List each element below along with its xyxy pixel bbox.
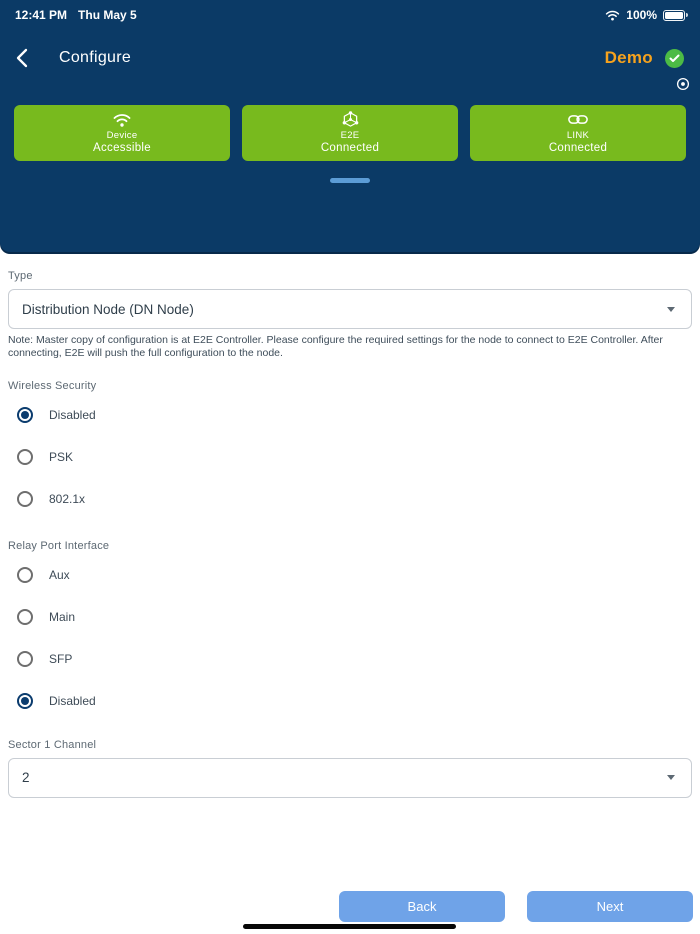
nav-bar (0, 45, 700, 71)
radio-icon[interactable] (17, 651, 33, 667)
configure-form (0, 270, 700, 798)
radio-option-label: Aux (49, 567, 70, 582)
status-card-link[interactable] (470, 105, 686, 161)
card-line1: Device (106, 130, 138, 141)
radio-icon[interactable] (17, 609, 33, 625)
radio-option-sfp[interactable] (8, 638, 692, 680)
type-label: Type (8, 270, 33, 282)
next-button[interactable]: Next (527, 891, 693, 922)
radio-option-label: 802.1x (49, 491, 86, 506)
status-card-e2e[interactable] (242, 105, 458, 161)
radio-option-main[interactable] (8, 596, 692, 638)
radio-option-label: Disabled (49, 693, 96, 708)
radio-option-disabled[interactable] (8, 680, 692, 722)
radio-option-disabled[interactable] (8, 394, 692, 436)
target-dot-icon[interactable] (676, 77, 690, 92)
battery-icon (663, 10, 685, 21)
sector-channel-label: Sector 1 Channel (8, 738, 97, 751)
status-time: 12:41 PM (15, 8, 68, 22)
page-title: Configure (59, 49, 132, 66)
card-line1: E2E (340, 130, 360, 141)
status-date: Thu May 5 (78, 8, 137, 22)
relay-port-label: Relay Port Interface (8, 539, 110, 552)
wifi-icon (112, 112, 132, 127)
chevron-down-icon (667, 307, 675, 312)
radio-icon[interactable] (17, 693, 33, 709)
radio-option-label: PSK (49, 449, 74, 464)
card-line2: Connected (548, 142, 608, 154)
type-select[interactable] (8, 289, 692, 329)
page-indicator[interactable] (330, 178, 370, 183)
sector-channel-value: 2 (22, 770, 30, 786)
config-note: Note: Master copy of configuration is at E2E Controller. Please configure the required settings for the node to connect to E2E Controller. After connecting, E2E will push the full configuration to the node. (8, 334, 663, 359)
wireless-security-label: Wireless Security (8, 379, 97, 392)
check-circle-icon (665, 49, 684, 68)
topology-icon (342, 112, 359, 127)
footer-bar (0, 884, 700, 934)
radio-option-label: Main (49, 609, 76, 624)
back-chevron-icon[interactable] (16, 47, 38, 69)
card-line1: LINK (566, 130, 590, 141)
radio-option-aux[interactable] (8, 554, 692, 596)
radio-option-psk[interactable] (8, 436, 692, 478)
env-label: Demo (604, 48, 653, 67)
radio-option-label: SFP (49, 651, 73, 666)
sector-channel-select[interactable] (8, 758, 692, 798)
link-icon (568, 112, 588, 127)
card-line2: Accessible (93, 142, 151, 154)
back-button[interactable]: Back (339, 891, 505, 922)
radio-icon[interactable] (17, 491, 33, 507)
header-panel (0, 0, 700, 252)
type-select-value: Distribution Node (DN Node) (22, 301, 194, 317)
status-card-row (14, 105, 686, 161)
wifi-icon (605, 10, 620, 21)
radio-icon[interactable] (17, 449, 33, 465)
radio-option-label: Disabled (49, 407, 96, 422)
home-indicator[interactable] (243, 924, 456, 929)
radio-icon[interactable] (17, 567, 33, 583)
status-bar (0, 0, 700, 24)
relay-port-group (8, 554, 692, 722)
status-card-device[interactable] (14, 105, 230, 161)
chevron-down-icon (667, 775, 675, 780)
battery-percent: 100% (626, 8, 657, 22)
wireless-security-group (8, 394, 692, 520)
radio-option-8021x[interactable] (8, 478, 692, 520)
card-line2: Connected (320, 142, 380, 154)
radio-icon[interactable] (17, 407, 33, 423)
